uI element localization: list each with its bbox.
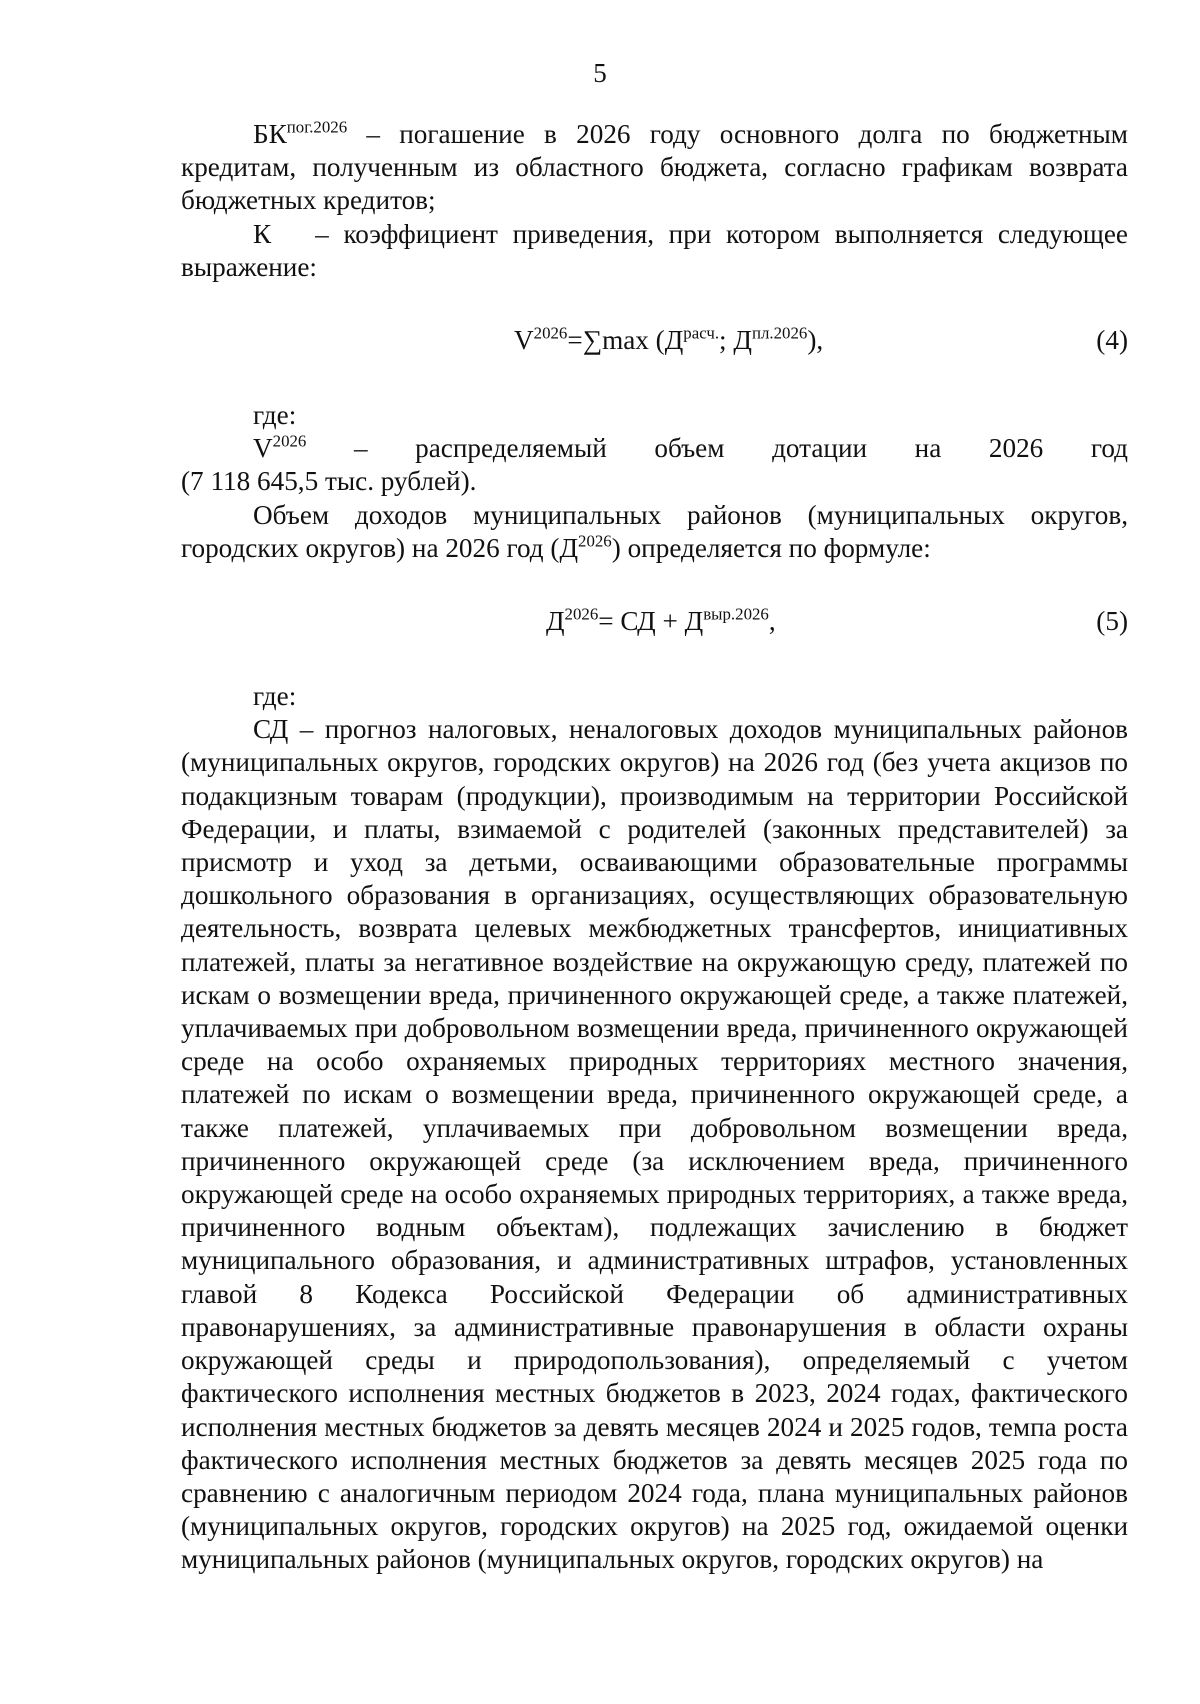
bk-text: – погашение в 2026 году основного долга по бюджетным кредитам, полученным из областного бюджета, согласно графикам возврата бюджетных кредитов; <box>181 119 1128 216</box>
bk-definition <box>181 118 1128 218</box>
formula-4-expression: $V^{2026}=\sum\max$ ($Д^{расч.}$; $Д^{пл.2026}$), <box>514 323 824 356</box>
document-body <box>181 117 1135 1577</box>
formula-4-number: (4) <box>1096 325 1128 356</box>
bk-symbol: БК <box>253 119 287 149</box>
v-definition-line: $V^{2026}$ – распределяемый объем дотации на 2026 год <box>181 432 1128 465</box>
formula-4 <box>181 324 1128 357</box>
where-label-2: где: <box>253 681 297 712</box>
formula-5-expression: $Д^{2026}=$ СД + $Д^{выр.2026}$, <box>546 604 776 637</box>
v-symbol: $V^{2026}$ <box>253 431 307 464</box>
sd-definition: СД – прогноз налоговых, неналоговых доходов муниципальных районов (муниципальных округов, городских округов) на 2026 год (без учета акцизов по подакцизным товарам (продукции), производимым на территории Российской Федерации, и платы, взимаемой с родителей (законных представителей) за присмотр и уход за детьми, осваивающими образовательные программы дошкольного образования в организациях, осуществляющих образовательную деятельность, возврата целевых межбюджетных трансфертов, инициативных платежей, платы за негативное воздействие на окружающую среду, платежей по искам о возмещении вреда, причиненного окружающей среде, а также платежей, уплачиваемых при добровольном возмещении вреда, причиненного окружающей среде на особо охраняемых природных территориях местного значения, платежей по искам о возмещении вреда, причиненного окружающей среде, а также платежей, уплачиваемых при добровольном возмещении вреда, причиненного окружающей среде (за исключением вреда, причиненного окружающей среде на особо охраняемых природных территориях, а также вреда, причиненного водным объектам), подлежащих зачислению в бюджет муниципального образования, и административных штрафов, установленных главой 8 Кодекса Российской Федерации об административных правонарушениях, за административные правонарушения в области охраны окружающей среды и природопользования), определяемый с учетом фактического исполнения местных бюджетов в 2023, 2024 годах, фактического исполнения местных бюджетов за девять месяцев 2024 и 2025 годов, темпа роста фактического исполнения местных бюджетов за девять месяцев 2025 года по сравнению с аналогичным периодом 2024 года, плана муниципальных районов (муниципальных округов, городских округов) на 2025 год, ожидаемой оценки муниципальных районов (муниципальных округов, городских округов) на <box>181 714 1128 1575</box>
formula-5-number: (5) <box>1096 606 1128 637</box>
formula-5 <box>181 605 1128 638</box>
page-number: 5 <box>593 58 607 88</box>
bk-superscript: пог.2026 <box>286 117 348 137</box>
where-label-1: где: <box>253 400 297 431</box>
income-paragraph: Объем доходов муниципальных районов (муниципальных округов, городских округов) на 2026 год $(Д^{2026})$ определяется по формуле: <box>181 499 1128 563</box>
k-definition: К – коэффициент приведения, при котором выполняется следующее выражение: <box>181 218 1135 282</box>
v-definition-amount: (7 118 645,5 тыс. рублей). <box>181 466 477 497</box>
